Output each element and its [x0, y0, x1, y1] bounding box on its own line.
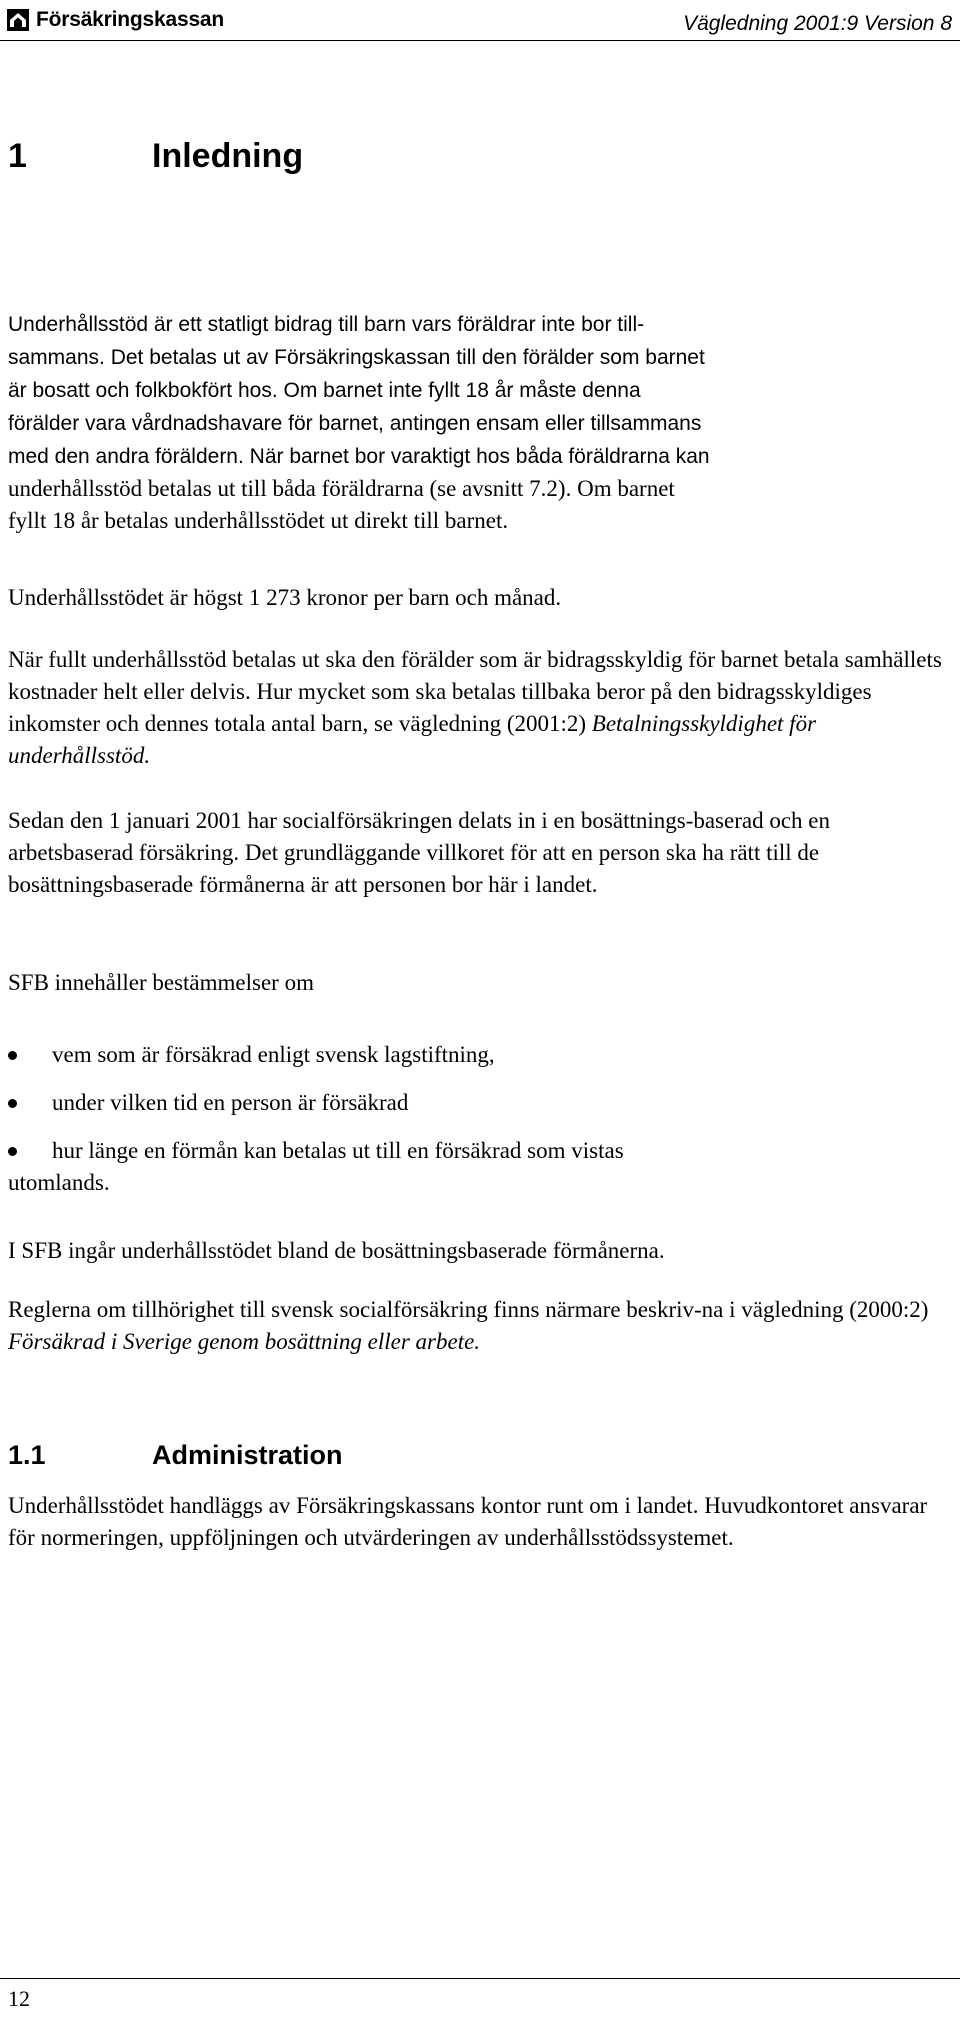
rules-text: Reglerna om tillhörighet till svensk socialförsäkring finns närmare beskriv-na i vägledning (2000:2): [8, 1297, 929, 1322]
section-heading: [8, 1440, 343, 1471]
document-version: Vägledning 2001:9 Version 8: [683, 12, 952, 35]
insurance-paragraph: Sedan den 1 januari 2001 har socialförsäkringen delats in i en bosättnings-baserad och en arbetsbaserad försäkring. Det grundläggande villkoret för att en person ska ha rätt till de bosättningsbaserade förmånerna är att personen bor här i landet.: [8, 808, 831, 897]
list-item-text: vem som är försäkrad enligt svensk lagstiftning,: [52, 1042, 495, 1067]
logo-text: Försäkringskassan: [36, 8, 225, 31]
section-title: Administration: [152, 1440, 343, 1470]
paragraph-line: förälder vara vårdnadshavare för barnet, antingen ensam eller tillsammans: [8, 412, 702, 435]
bullet-icon: [8, 1051, 17, 1060]
house-logo-icon: [6, 8, 30, 32]
intro-paragraph: [8, 308, 948, 537]
bullet-icon: [8, 1099, 17, 1108]
list-item-text: hur länge en förmån kan betalas ut till en försäkrad som vistas: [52, 1138, 624, 1163]
page-number: 12: [8, 1986, 30, 2011]
paragraph-line: underhållsstöd betalas ut till båda föräldrarna (se avsnitt 7.2). Om barnet: [8, 476, 675, 501]
list-item-text: under vilken tid en person är försäkrad: [52, 1090, 409, 1115]
section-number: 1.1: [8, 1440, 46, 1470]
paragraph-line: är bosatt och folkbokfört hos. Om barnet inte fyllt 18 år måste denna: [8, 379, 641, 402]
paragraph-line: med den andra föräldern. När barnet bor varaktigt hos båda föräldrarna kan: [8, 445, 710, 468]
chapter-heading: [8, 137, 303, 176]
paragraph-line: fyllt 18 år betalas underhållsstödet ut direkt till barnet.: [8, 508, 509, 533]
chapter-number: 1: [8, 137, 27, 175]
rules-paragraph: [8, 1294, 948, 1358]
list-item-continuation: utomlands.: [8, 1170, 110, 1195]
paragraph-line: sammans. Det betalas ut av Försäkringskassan till den förälder som barnet: [8, 346, 705, 369]
page-header: [0, 0, 960, 46]
repayment-paragraph: [8, 644, 948, 772]
sfb-benefit-paragraph: I SFB ingår underhållsstödet bland de bosättningsbaserade förmånerna.: [8, 1238, 665, 1263]
administration-paragraph: Underhållsstödet handläggs av Försäkringskassans kontor runt om i landet. Huvudkontoret ansvarar för normeringen, uppföljningen och utvärderingen av underhållsstödssystemet.: [8, 1493, 928, 1550]
header-divider: [0, 40, 960, 41]
chapter-title: Inledning: [152, 137, 304, 175]
bullet-icon: [8, 1147, 17, 1156]
guide-reference: Betalningsskyldighet för underhållsstöd.: [8, 711, 817, 768]
logo: [6, 8, 224, 32]
max-amount-paragraph: Underhållsstödet är högst 1 273 kronor per barn och månad.: [8, 585, 562, 610]
footer-divider: [0, 1978, 960, 1979]
repayment-text: När fullt underhållsstöd betalas ut ska den förälder som är bidragsskyldig för barnet betala samhällets kostnader helt eller delvis. Hur mycket som ska betalas tillbaka beror på den bidragsskyldiges inkomster och dennes totala antal barn, se vägledning (2001:2): [8, 647, 942, 736]
paragraph-line: Underhållsstöd är ett statligt bidrag till barn vars föräldrar inte bor till-: [8, 313, 645, 336]
guide-reference: Försäkrad i Sverige genom bosättning eller arbete.: [8, 1329, 481, 1354]
sfb-intro-paragraph: SFB innehåller bestämmelser om: [8, 970, 314, 995]
